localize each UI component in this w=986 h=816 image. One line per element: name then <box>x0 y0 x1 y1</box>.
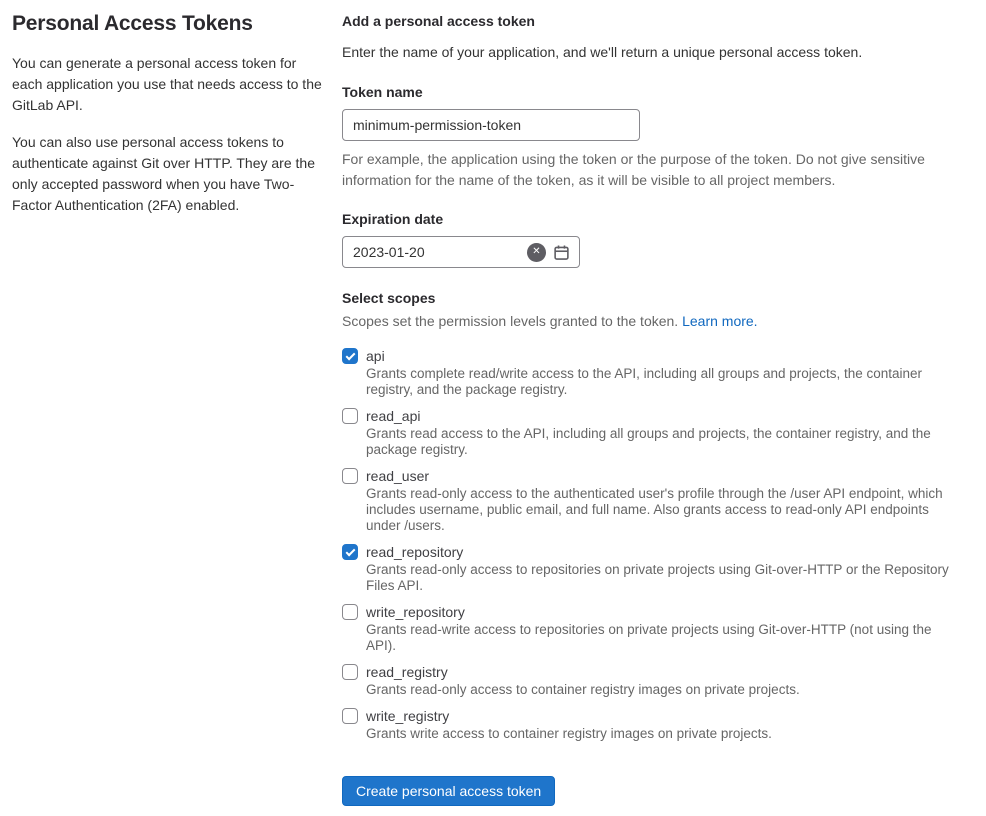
scope-read-user-checkbox[interactable] <box>342 468 358 484</box>
form-heading: Add a personal access token <box>342 13 535 29</box>
scope-read-api-checkbox[interactable] <box>342 408 358 424</box>
page-description-2: You can also use personal access tokens to authenticate against Git over HTTP. They are the only accepted password when you have Two-Factor Authentication (2FA) enabled. <box>12 134 315 213</box>
page-description-1: You can generate a personal access token for each application you use that needs access to the GitLab API. <box>12 55 322 113</box>
scopes-list <box>342 346 964 742</box>
scope-api-checkbox[interactable] <box>342 348 358 364</box>
scopes-help <box>342 313 964 329</box>
form-subheading: Enter the name of your application, and we'll return a unique personal access token. <box>342 44 863 60</box>
scope-write-repository-checkbox[interactable] <box>342 604 358 620</box>
scope-write-repository-description: Grants read-write access to repositories on private projects using Git-over-HTTP (not using the API). <box>366 622 932 653</box>
learn-more-link[interactable]: Learn more. <box>682 313 758 329</box>
expiration-date-label: Expiration date <box>342 211 444 227</box>
scope-read-user-label[interactable]: read_user <box>366 468 430 484</box>
scope-row-read-registry <box>342 662 964 698</box>
scope-read-registry-checkbox[interactable] <box>342 664 358 680</box>
scope-read-repository-checkbox[interactable] <box>342 544 358 560</box>
calendar-icon[interactable] <box>553 244 570 261</box>
add-token-form <box>342 10 964 806</box>
scope-read-user-description: Grants read-only access to the authenticated user's profile through the /user API endpoint, which includes username, public email, and full name. Also grants access to read-only API endpoints under /users. <box>366 486 943 533</box>
scope-row-read-user <box>342 466 964 534</box>
token-name-label: Token name <box>342 84 423 100</box>
select-scopes-label: Select scopes <box>342 290 436 306</box>
scope-write-registry-label[interactable]: write_registry <box>366 708 450 724</box>
scope-write-registry-description: Grants write access to container registry images on private projects. <box>366 726 772 741</box>
scope-api-description: Grants complete read/write access to the API, including all groups and projects, the container registry, and the package registry. <box>366 366 923 397</box>
token-name-help: For example, the application using the token or the purpose of the token. Do not give sensitive information for the name of the token, as it will be visible to all project members. <box>342 151 925 188</box>
expiration-date-input[interactable] <box>342 236 580 268</box>
scope-row-write-repository <box>342 602 964 654</box>
page-intro <box>12 10 322 806</box>
scope-read-repository-label[interactable]: read_repository <box>366 544 464 560</box>
expiration-date-value: 2023-01-20 <box>353 244 425 260</box>
scope-read-api-label[interactable]: read_api <box>366 408 421 424</box>
scope-read-api-description: Grants read access to the API, including all groups and projects, the container registry, and the package registry. <box>366 426 931 457</box>
scopes-help-text: Scopes set the permission levels granted to the token. <box>342 313 679 329</box>
clear-date-icon[interactable]: ✕ <box>527 243 546 262</box>
scope-read-registry-description: Grants read-only access to container registry images on private projects. <box>366 682 800 697</box>
scope-read-repository-description: Grants read-only access to repositories on private projects using Git-over-HTTP or the Repository Files API. <box>366 562 949 593</box>
scope-row-read-api <box>342 406 964 458</box>
scope-row-write-registry <box>342 706 964 742</box>
create-token-button[interactable]: Create personal access token <box>342 776 555 806</box>
scope-api-label[interactable]: api <box>366 348 385 364</box>
scope-read-registry-label[interactable]: read_registry <box>366 664 448 680</box>
page-title: Personal Access Tokens <box>12 12 253 35</box>
scope-write-repository-label[interactable]: write_repository <box>366 604 465 620</box>
scope-row-read-repository <box>342 542 964 594</box>
token-name-input[interactable] <box>342 109 640 141</box>
scope-write-registry-checkbox[interactable] <box>342 708 358 724</box>
scope-row-api <box>342 346 964 398</box>
